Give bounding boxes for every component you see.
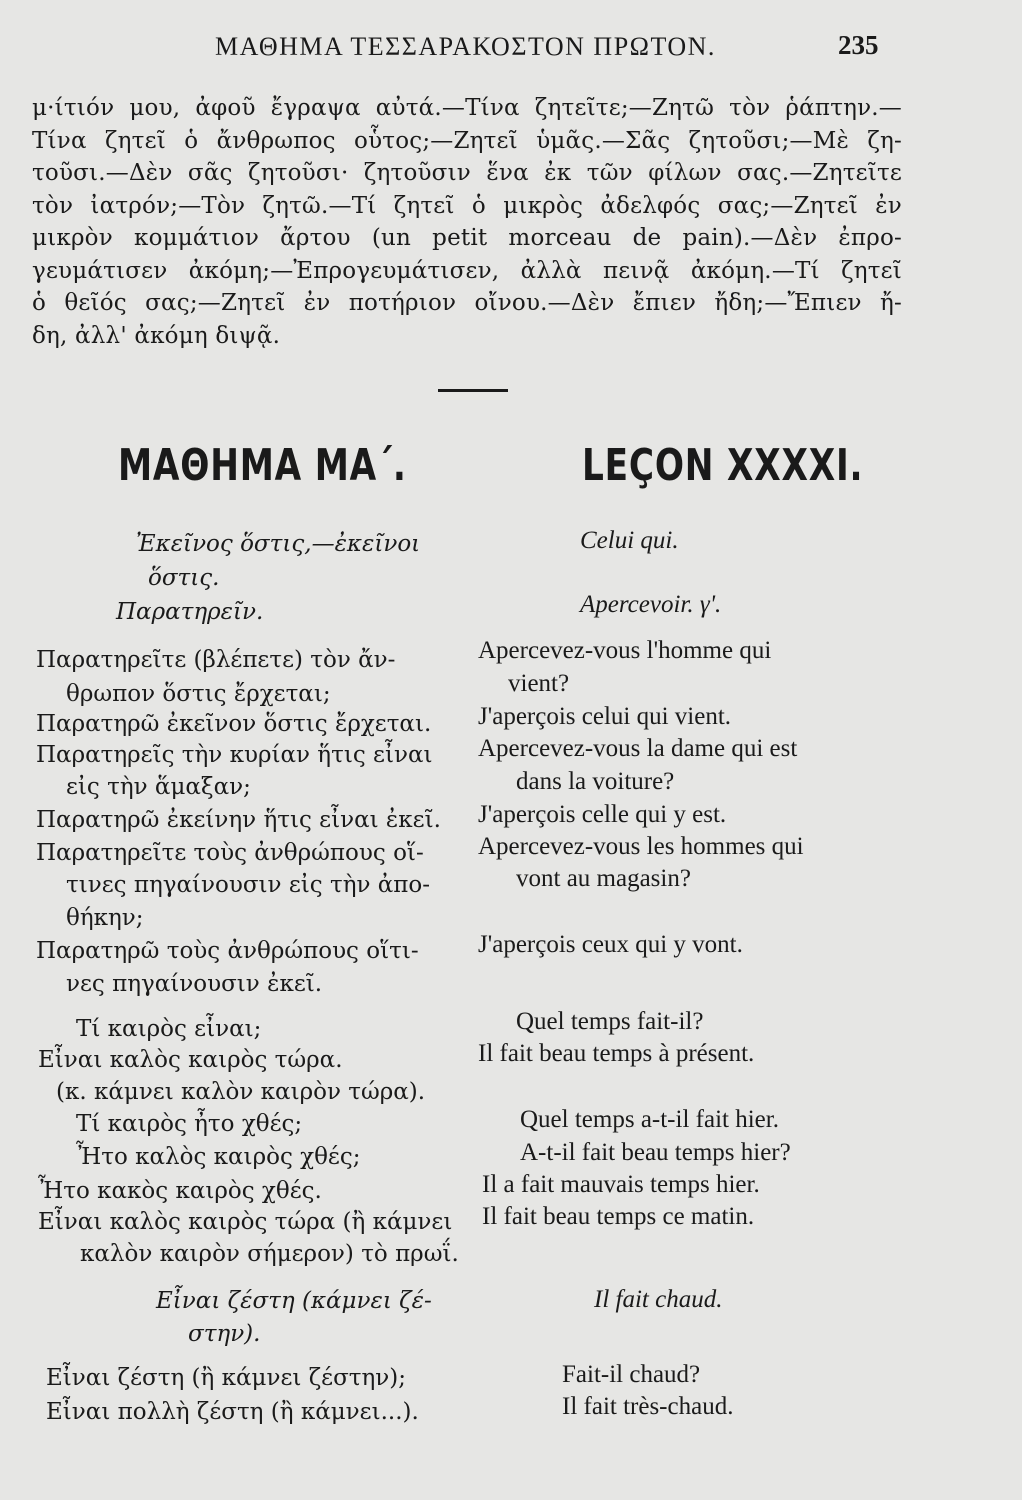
greek-line: Παρατηρῶ ἐκείνην ἥτις εἶναι ἐκεῖ. bbox=[36, 807, 441, 833]
french-line: vient? bbox=[508, 670, 570, 697]
intro-line: γευμάτισεν ἀκόμη;—Ἐπρογευμάτισεν, ἀλλὰ πεινᾷ ἀκόμη.—Τί ζητεῖ bbox=[32, 257, 902, 284]
greek-line: Τί καιρὸς ἦτο χθές; bbox=[76, 1111, 303, 1137]
french-line: Quel temps a-t-il fait hier. bbox=[520, 1106, 779, 1133]
greek-line: στην). bbox=[188, 1321, 261, 1347]
greek-line: Ἦτο κακὸς καιρὸς χθές. bbox=[38, 1178, 322, 1204]
greek-line: Εἶναι καλὸς καιρὸς τώρα. bbox=[38, 1047, 343, 1073]
greek-line: Εἶναι πολλὴ ζέστη (ἢ κάμνει...). bbox=[46, 1399, 419, 1425]
greek-line: Τί καιρὸς εἶναι; bbox=[76, 1016, 262, 1042]
greek-line: ὅστις. bbox=[148, 565, 220, 591]
greek-line: τινες πηγαίνουσιν εἰς τὴν ἀπο- bbox=[66, 872, 431, 898]
intro-line: Τίνα ζητεῖ ὁ ἄνθρωπος οὗτος;—Ζητεῖ ὑμᾶς.—Σᾶς ζητοῦσι;—Μὲ ζη- bbox=[32, 127, 902, 154]
french-line: Apercevoir. γ'. bbox=[580, 591, 722, 618]
greek-line: Ἐκεῖνος ὅστις,—ἐκεῖνοι bbox=[136, 531, 421, 557]
french-line: Apercevez-vous la dame qui est bbox=[478, 735, 798, 762]
french-line: Il fait chaud. bbox=[594, 1286, 723, 1313]
greek-line: Εἶναι καλὸς καιρὸς τώρα (ἢ κάμνει bbox=[38, 1209, 453, 1235]
greek-line: Παρατηρῶ τοὺς ἀνθρώπους οἵτι- bbox=[36, 938, 419, 964]
page-header bbox=[0, 28, 1022, 68]
french-line: J'aperçois ceux qui y vont. bbox=[478, 931, 743, 958]
french-line: Il fait très-chaud. bbox=[562, 1393, 734, 1420]
intro-line: τὸν ἰατρόν;—Τὸν ζητῶ.—Τί ζητεῖ ὁ μικρὸς ἀδελφός σας;—Ζητεῖ ἐν bbox=[32, 192, 902, 219]
greek-line: Ἦτο καλὸς καιρὸς χθές; bbox=[76, 1144, 361, 1170]
french-line: Il fait beau temps à présent. bbox=[478, 1040, 755, 1067]
lesson-title-greek: ΜΑΘΗΜΑ ΜΑ΄. bbox=[118, 440, 407, 491]
running-head: ΜΑΘΗΜΑ ΤΕΣΣΑΡΑΚΟΣΤΟΝ ΠΡΩΤΟΝ. bbox=[215, 32, 716, 61]
greek-line: Παρατηρεῖν. bbox=[116, 599, 264, 625]
french-line: dans la voiture? bbox=[516, 768, 675, 795]
greek-line: Παρατηρεῖς τὴν κυρίαν ἥτις εἶναι bbox=[36, 742, 433, 768]
greek-line: καλὸν καιρὸν σήμερον) τὸ πρωΐ. bbox=[80, 1241, 459, 1267]
greek-line: Παρατηρεῖτε τοὺς ἀνθρώπους οἵ- bbox=[36, 840, 424, 866]
french-line: A-t-il fait beau temps hier? bbox=[520, 1139, 791, 1166]
french-line: vont au magasin? bbox=[516, 865, 691, 892]
greek-line: Εἶναι ζέστη (ἢ κάμνει ζέστην); bbox=[46, 1365, 406, 1391]
french-line: J'aperçois celui qui vient. bbox=[478, 703, 732, 730]
greek-line: θρωπον ὅστις ἔρχεται; bbox=[66, 681, 331, 707]
section-divider bbox=[438, 389, 508, 392]
greek-line: Εἶναι ζέστη (κάμνει ζέ- bbox=[156, 1288, 432, 1314]
french-line: J'aperçois celle qui y est. bbox=[478, 801, 727, 828]
greek-line: (κ. κάμνει καλὸν καιρὸν τώρα). bbox=[56, 1079, 426, 1105]
intro-line: μικρὸν κομμάτιον ἄρτου (un petit morceau de pain).—Δὲν ἐπρο- bbox=[32, 225, 902, 251]
intro-line: ὁ θεῖός σας;—Ζητεῖ ἐν ποτήριον οἴνου.—Δὲν ἔπιεν ἤδη;—Ἔπιεν ἤ- bbox=[32, 290, 902, 316]
page-number: 235 bbox=[838, 30, 879, 60]
french-line: Il fait beau temps ce matin. bbox=[482, 1203, 755, 1230]
intro-line: τοῦσι.—Δὲν σᾶς ζητοῦσι· ζητοῦσιν ἕνα ἐκ τῶν φίλων σας.—Ζητεῖτε bbox=[32, 160, 902, 186]
greek-line: θήκην; bbox=[66, 905, 144, 931]
greek-line: Παρατηρῶ ἐκεῖνον ὅστις ἔρχεται. bbox=[36, 711, 432, 737]
lesson-title-french: LEÇON XXXXI. bbox=[582, 440, 864, 491]
french-line: Il a fait mauvais temps hier. bbox=[482, 1171, 760, 1198]
french-line: Apercevez-vous les hommes qui bbox=[478, 833, 804, 860]
greek-line: νες πηγαίνουσιν ἐκεῖ. bbox=[66, 971, 323, 997]
greek-line: εἰς τὴν ἅμαξαν; bbox=[66, 774, 251, 800]
french-line: Fait-il chaud? bbox=[562, 1361, 701, 1388]
french-line: Apercevez-vous l'homme qui bbox=[478, 637, 772, 664]
intro-line: μ·ίτιόν μου, ἀφοῦ ἔγραψα αὐτά.—Τίνα ζητεῖτε;—Ζητῶ τὸν ῥάπτην.— bbox=[32, 95, 902, 121]
french-line: Celui qui. bbox=[580, 527, 679, 554]
intro-line: δη, ἀλλ' ἀκόμη διψᾷ. bbox=[32, 322, 281, 349]
french-line: Quel temps fait-il? bbox=[516, 1008, 704, 1035]
greek-line: Παρατηρεῖτε (βλέπετε) τὸν ἄν- bbox=[36, 647, 396, 673]
intro-paragraph bbox=[32, 92, 902, 352]
